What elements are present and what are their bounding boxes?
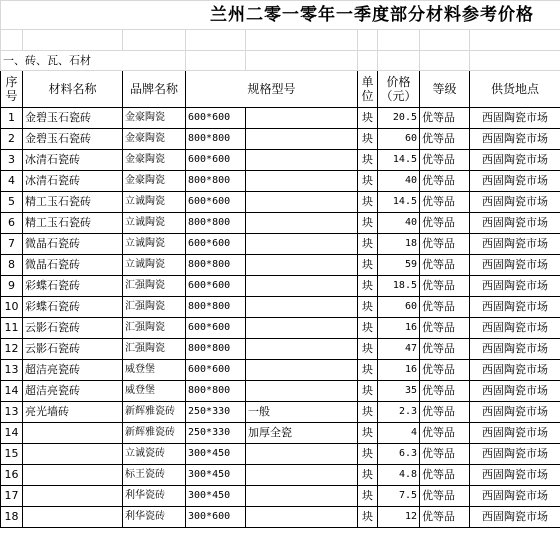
- table-row: [1, 213, 560, 234]
- cell-grade[interactable]: 优等品: [420, 507, 470, 528]
- section-row: [1, 51, 560, 71]
- page-title[interactable]: 兰州二零一零年一季度部分材料参考价格: [1, 1, 560, 30]
- cell-no[interactable]: 8: [1, 255, 23, 276]
- cell-price[interactable]: 4: [378, 423, 420, 444]
- table-row: [1, 297, 560, 318]
- cell-price[interactable]: 16: [378, 318, 420, 339]
- cell-grade[interactable]: 优等品: [420, 213, 470, 234]
- table-row: [1, 255, 560, 276]
- cell-spec[interactable]: 300*450: [186, 444, 246, 465]
- cell-note[interactable]: [246, 129, 358, 150]
- cell-note[interactable]: [246, 507, 358, 528]
- cell-note[interactable]: [246, 213, 358, 234]
- cell-unit[interactable]: 块: [358, 507, 378, 528]
- cell-unit[interactable]: 块: [358, 276, 378, 297]
- header-grade[interactable]: 等级: [420, 71, 470, 108]
- cell-note[interactable]: [246, 276, 358, 297]
- cell-no[interactable]: 10: [1, 297, 23, 318]
- cell-spec[interactable]: 600*600: [186, 108, 246, 129]
- cell-no[interactable]: 18: [1, 507, 23, 528]
- cell-note[interactable]: [246, 318, 358, 339]
- cell-note[interactable]: 一般: [246, 402, 358, 423]
- cell-no[interactable]: 13: [1, 402, 23, 423]
- cell-spec[interactable]: 600*600: [186, 318, 246, 339]
- table-row: [1, 129, 560, 150]
- cell-brand[interactable]: 利华瓷砖: [123, 486, 186, 507]
- cell-price[interactable]: 20.5: [378, 108, 420, 129]
- cell-spec[interactable]: 300*450: [186, 486, 246, 507]
- cell-grade[interactable]: 优等品: [420, 339, 470, 360]
- header-price[interactable]: 价格（元）: [378, 71, 420, 108]
- cell-grade[interactable]: 优等品: [420, 276, 470, 297]
- cell-unit[interactable]: 块: [358, 234, 378, 255]
- cell-no[interactable]: 11: [1, 318, 23, 339]
- cell-location[interactable]: 西固陶瓷市场: [470, 297, 560, 318]
- cell-material[interactable]: [23, 444, 123, 465]
- cell-note[interactable]: [246, 297, 358, 318]
- cell-material[interactable]: 冰清石瓷砖: [23, 171, 123, 192]
- cell-material[interactable]: [23, 486, 123, 507]
- cell[interactable]: [186, 51, 246, 71]
- cell-price[interactable]: 7.5: [378, 486, 420, 507]
- cell-no[interactable]: 1: [1, 108, 23, 129]
- cell-location[interactable]: 西固陶瓷市场: [470, 276, 560, 297]
- cell-unit[interactable]: 块: [358, 402, 378, 423]
- cell-spec[interactable]: 800*800: [186, 381, 246, 402]
- cell-brand[interactable]: 新辉雅瓷砖: [123, 423, 186, 444]
- cell-location[interactable]: 西固陶瓷市场: [470, 255, 560, 276]
- table-row: [1, 171, 560, 192]
- cell-unit[interactable]: 块: [358, 108, 378, 129]
- cell-no[interactable]: 3: [1, 150, 23, 171]
- header-unit[interactable]: 单位: [358, 71, 378, 108]
- cell-location[interactable]: 西固陶瓷市场: [470, 339, 560, 360]
- cell-grade[interactable]: 优等品: [420, 192, 470, 213]
- cell-unit[interactable]: 块: [358, 297, 378, 318]
- cell[interactable]: [246, 30, 358, 51]
- cell-material[interactable]: [23, 423, 123, 444]
- cell-grade[interactable]: 优等品: [420, 297, 470, 318]
- cell-spec[interactable]: 300*600: [186, 507, 246, 528]
- cell-unit[interactable]: 块: [358, 129, 378, 150]
- cell-location[interactable]: 西固陶瓷市场: [470, 192, 560, 213]
- cell-note[interactable]: [246, 444, 358, 465]
- cell-location[interactable]: 西固陶瓷市场: [470, 171, 560, 192]
- cell[interactable]: [378, 51, 420, 71]
- cell-no[interactable]: 14: [1, 381, 23, 402]
- cell-material[interactable]: [23, 465, 123, 486]
- cell-brand[interactable]: 威登堡: [123, 381, 186, 402]
- header-row: [1, 71, 560, 108]
- cell-unit[interactable]: 块: [358, 213, 378, 234]
- cell-location[interactable]: 西固陶瓷市场: [470, 108, 560, 129]
- cell-no[interactable]: 16: [1, 465, 23, 486]
- cell-grade[interactable]: 优等品: [420, 150, 470, 171]
- cell[interactable]: [358, 30, 378, 51]
- cell-unit[interactable]: 块: [358, 318, 378, 339]
- cell-no[interactable]: 7: [1, 234, 23, 255]
- cell-location[interactable]: 西固陶瓷市场: [470, 381, 560, 402]
- cell-grade[interactable]: 优等品: [420, 360, 470, 381]
- cell-price[interactable]: 12: [378, 507, 420, 528]
- table-row: [1, 276, 560, 297]
- cell-spec[interactable]: 800*800: [186, 339, 246, 360]
- section-label[interactable]: 一、砖、瓦、石材: [1, 51, 186, 71]
- table-row: [1, 192, 560, 213]
- cell-price[interactable]: 2.3: [378, 402, 420, 423]
- cell-note[interactable]: 加厚全瓷: [246, 423, 358, 444]
- cell-location[interactable]: 西固陶瓷市场: [470, 213, 560, 234]
- cell-unit[interactable]: 块: [358, 339, 378, 360]
- cell[interactable]: [470, 30, 560, 51]
- cell-brand[interactable]: 立诚陶瓷: [123, 234, 186, 255]
- cell-location[interactable]: 西固陶瓷市场: [470, 318, 560, 339]
- cell-price[interactable]: 40: [378, 213, 420, 234]
- table-row: [1, 339, 560, 360]
- cell[interactable]: [123, 30, 186, 51]
- cell-location[interactable]: 西固陶瓷市场: [470, 234, 560, 255]
- cell-material[interactable]: 云影石瓷砖: [23, 339, 123, 360]
- cell-grade[interactable]: 优等品: [420, 171, 470, 192]
- cell-note[interactable]: [246, 360, 358, 381]
- cell[interactable]: [470, 51, 560, 71]
- cell-unit[interactable]: 块: [358, 444, 378, 465]
- cell[interactable]: [23, 30, 123, 51]
- cell-brand[interactable]: 立诚陶瓷: [123, 213, 186, 234]
- cell-grade[interactable]: 优等品: [420, 381, 470, 402]
- table-row: [1, 318, 560, 339]
- table-row: [1, 381, 560, 402]
- cell-spec[interactable]: 600*600: [186, 276, 246, 297]
- cell-material[interactable]: 彩蝶石瓷砖: [23, 276, 123, 297]
- cell-brand[interactable]: 金豪陶瓷: [123, 108, 186, 129]
- header-material[interactable]: 材料名称: [23, 71, 123, 108]
- cell-unit[interactable]: 块: [358, 465, 378, 486]
- cell-brand[interactable]: 标王瓷砖: [123, 465, 186, 486]
- cell-location[interactable]: 西固陶瓷市场: [470, 507, 560, 528]
- table-row: [1, 486, 560, 507]
- cell-no[interactable]: 12: [1, 339, 23, 360]
- cell-brand[interactable]: 立诚瓷砖: [123, 444, 186, 465]
- cell[interactable]: [186, 30, 246, 51]
- cell-price[interactable]: 16: [378, 360, 420, 381]
- cell-spec[interactable]: 600*600: [186, 150, 246, 171]
- table-row: [1, 108, 560, 129]
- cell-note[interactable]: [246, 486, 358, 507]
- cell-spec[interactable]: 250*330: [186, 423, 246, 444]
- cell-location[interactable]: 西固陶瓷市场: [470, 129, 560, 150]
- cell-unit[interactable]: 块: [358, 423, 378, 444]
- cell-grade[interactable]: 优等品: [420, 255, 470, 276]
- cell-material[interactable]: [23, 507, 123, 528]
- cell-no[interactable]: 15: [1, 444, 23, 465]
- cell-note[interactable]: [246, 150, 358, 171]
- table-row: [1, 150, 560, 171]
- cell-unit[interactable]: 块: [358, 192, 378, 213]
- cell-location[interactable]: 西固陶瓷市场: [470, 423, 560, 444]
- cell-brand[interactable]: 汇强陶瓷: [123, 339, 186, 360]
- cell-spec[interactable]: 300*450: [186, 465, 246, 486]
- cell-material[interactable]: 超洁亮瓷砖: [23, 360, 123, 381]
- cell-no[interactable]: 2: [1, 129, 23, 150]
- cell-no[interactable]: 17: [1, 486, 23, 507]
- title-row: [1, 1, 560, 30]
- table-row: [1, 507, 560, 528]
- cell-location[interactable]: 西固陶瓷市场: [470, 465, 560, 486]
- cell-note[interactable]: [246, 381, 358, 402]
- table-row: [1, 360, 560, 381]
- header-spec[interactable]: 规格型号: [186, 71, 358, 108]
- cell-location[interactable]: 西固陶瓷市场: [470, 150, 560, 171]
- cell[interactable]: [358, 51, 378, 71]
- cell-brand[interactable]: 金豪陶瓷: [123, 150, 186, 171]
- cell-brand[interactable]: 金豪陶瓷: [123, 171, 186, 192]
- cell-material[interactable]: 金碧玉石瓷砖: [23, 129, 123, 150]
- cell-price[interactable]: 60: [378, 297, 420, 318]
- cell-note[interactable]: [246, 339, 358, 360]
- cell-no[interactable]: 4: [1, 171, 23, 192]
- cell-material[interactable]: 冰清石瓷砖: [23, 150, 123, 171]
- cell-price[interactable]: 18: [378, 234, 420, 255]
- cell-unit[interactable]: 块: [358, 255, 378, 276]
- cell-material[interactable]: 超洁亮瓷砖: [23, 381, 123, 402]
- cell-note[interactable]: [246, 108, 358, 129]
- table-row: [1, 423, 560, 444]
- cell-unit[interactable]: 块: [358, 486, 378, 507]
- cell-unit[interactable]: 块: [358, 381, 378, 402]
- cell-no[interactable]: 5: [1, 192, 23, 213]
- cell-price[interactable]: 59: [378, 255, 420, 276]
- cell-grade[interactable]: 优等品: [420, 129, 470, 150]
- cell[interactable]: [378, 30, 420, 51]
- cell-note[interactable]: [246, 465, 358, 486]
- cell-price[interactable]: 6.3: [378, 444, 420, 465]
- table-row: [1, 465, 560, 486]
- cell-grade[interactable]: 优等品: [420, 486, 470, 507]
- cell-price[interactable]: 40: [378, 171, 420, 192]
- cell-material[interactable]: 彩蝶石瓷砖: [23, 297, 123, 318]
- cell-no[interactable]: 9: [1, 276, 23, 297]
- cell-material[interactable]: 金碧玉石瓷砖: [23, 108, 123, 129]
- cell-spec[interactable]: 800*800: [186, 171, 246, 192]
- cell-brand[interactable]: 汇强陶瓷: [123, 318, 186, 339]
- cell-price[interactable]: 47: [378, 339, 420, 360]
- table-row: [1, 444, 560, 465]
- cell[interactable]: [1, 30, 23, 51]
- cell-location[interactable]: 西固陶瓷市场: [470, 402, 560, 423]
- cell-note[interactable]: [246, 192, 358, 213]
- cell-brand[interactable]: 汇强陶瓷: [123, 297, 186, 318]
- cell-location[interactable]: 西固陶瓷市场: [470, 486, 560, 507]
- cell-grade[interactable]: 优等品: [420, 402, 470, 423]
- blank-row: [1, 30, 560, 51]
- cell-price[interactable]: 18.5: [378, 276, 420, 297]
- cell-spec[interactable]: 800*800: [186, 213, 246, 234]
- cell-unit[interactable]: 块: [358, 150, 378, 171]
- cell-brand[interactable]: 新辉雅瓷砖: [123, 402, 186, 423]
- cell-spec[interactable]: 800*800: [186, 255, 246, 276]
- cell-material[interactable]: 精工玉石瓷砖: [23, 192, 123, 213]
- cell-price[interactable]: 4.8: [378, 465, 420, 486]
- cell-material[interactable]: 云影石瓷砖: [23, 318, 123, 339]
- header-location[interactable]: 供货地点: [470, 71, 560, 108]
- cell-material[interactable]: 精工玉石瓷砖: [23, 213, 123, 234]
- cell-note[interactable]: [246, 234, 358, 255]
- cell-spec[interactable]: 800*800: [186, 129, 246, 150]
- cell-location[interactable]: 西固陶瓷市场: [470, 444, 560, 465]
- cell-brand[interactable]: 利华瓷砖: [123, 507, 186, 528]
- header-no[interactable]: 序号: [1, 71, 23, 108]
- cell-brand[interactable]: 威登堡: [123, 360, 186, 381]
- cell-material[interactable]: 微晶石瓷砖: [23, 255, 123, 276]
- cell-unit[interactable]: 块: [358, 171, 378, 192]
- table-row: [1, 402, 560, 423]
- cell-spec[interactable]: 600*600: [186, 192, 246, 213]
- cell-unit[interactable]: 块: [358, 360, 378, 381]
- cell-no[interactable]: 6: [1, 213, 23, 234]
- cell-price[interactable]: 14.5: [378, 150, 420, 171]
- cell-spec[interactable]: 250*330: [186, 402, 246, 423]
- cell-note[interactable]: [246, 171, 358, 192]
- cell-brand[interactable]: 金豪陶瓷: [123, 129, 186, 150]
- cell-grade[interactable]: 优等品: [420, 318, 470, 339]
- cell-no[interactable]: 13: [1, 360, 23, 381]
- cell-location[interactable]: 西固陶瓷市场: [470, 360, 560, 381]
- cell-no[interactable]: 14: [1, 423, 23, 444]
- cell-price[interactable]: 14.5: [378, 192, 420, 213]
- cell-note[interactable]: [246, 255, 358, 276]
- header-brand[interactable]: 品牌名称: [123, 71, 186, 108]
- cell[interactable]: [420, 51, 470, 71]
- cell-spec[interactable]: 600*600: [186, 234, 246, 255]
- table-row: [1, 234, 560, 255]
- cell-material[interactable]: 微晶石瓷砖: [23, 234, 123, 255]
- cell-brand[interactable]: 立诚陶瓷: [123, 192, 186, 213]
- cell-brand[interactable]: 立诚陶瓷: [123, 255, 186, 276]
- cell-material[interactable]: 亮光墙砖: [23, 402, 123, 423]
- cell-price[interactable]: 35: [378, 381, 420, 402]
- cell[interactable]: [420, 30, 470, 51]
- cell-price[interactable]: 60: [378, 129, 420, 150]
- cell-spec[interactable]: 800*800: [186, 297, 246, 318]
- cell-grade[interactable]: 优等品: [420, 234, 470, 255]
- cell-brand[interactable]: 汇强陶瓷: [123, 276, 186, 297]
- cell-spec[interactable]: 600*600: [186, 360, 246, 381]
- cell-grade[interactable]: 优等品: [420, 465, 470, 486]
- cell-grade[interactable]: 优等品: [420, 423, 470, 444]
- cell-grade[interactable]: 优等品: [420, 444, 470, 465]
- cell[interactable]: [246, 51, 358, 71]
- cell-grade[interactable]: 优等品: [420, 108, 470, 129]
